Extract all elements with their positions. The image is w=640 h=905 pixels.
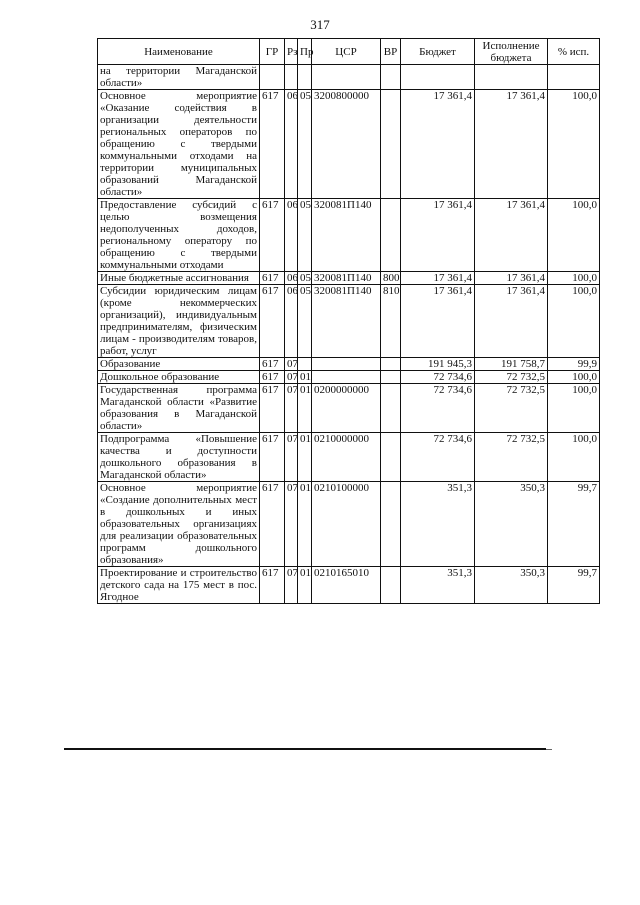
row-vr: [381, 567, 401, 604]
row-csr: 0210165010: [312, 567, 381, 604]
bottom-rule: [64, 748, 546, 750]
row-pr: 05: [298, 285, 312, 358]
table-row: [98, 65, 600, 90]
row-execution: 72 732,5: [475, 384, 548, 433]
row-percent: 100,0: [548, 371, 600, 384]
row-vr: [381, 433, 401, 482]
row-pr: 01: [298, 433, 312, 482]
row-budget: 351,3: [401, 567, 475, 604]
table-row: [98, 384, 600, 433]
row-name: Иные бюджетные ассигнования: [98, 272, 260, 285]
row-name: Предоставление субсидий с целью возмещения недополученных доходов, региональному оператору по обращению с твердыми коммунальными отходами: [98, 199, 260, 272]
row-csr: 320081П140: [312, 285, 381, 358]
row-vr: [381, 482, 401, 567]
row-budget: 72 734,6: [401, 384, 475, 433]
row-execution: 72 732,5: [475, 433, 548, 482]
row-csr: [312, 65, 381, 90]
row-csr: 0200000000: [312, 384, 381, 433]
header-name: Наименование: [98, 39, 260, 65]
table-row: [98, 567, 600, 604]
table-row: [98, 358, 600, 371]
budget-table: [97, 38, 600, 604]
row-vr: [381, 90, 401, 199]
row-percent: 100,0: [548, 384, 600, 433]
table-header-row: [98, 39, 600, 65]
row-percent: [548, 65, 600, 90]
row-execution: 17 361,4: [475, 199, 548, 272]
row-rz: 06: [285, 285, 298, 358]
row-execution: 350,3: [475, 482, 548, 567]
row-vr: [381, 65, 401, 90]
row-budget: 17 361,4: [401, 272, 475, 285]
row-gr: 617: [260, 482, 285, 567]
header-rz: Рз: [285, 39, 298, 65]
row-name: Основное мероприятие «Оказание содействия в организации деятельности региональных операторов по обращению с твердыми коммунальными отходами на территории муниципальных образований Магаданской области»: [98, 90, 260, 199]
row-percent: 100,0: [548, 90, 600, 199]
table-row: [98, 199, 600, 272]
table-row: [98, 371, 600, 384]
row-vr: [381, 371, 401, 384]
row-name: Проектирование и строительство детского сада на 175 мест в пос. Ягодное: [98, 567, 260, 604]
table-row: [98, 90, 600, 199]
row-vr: [381, 199, 401, 272]
row-name: Подпрограмма «Повышение качества и доступности дошкольного образования в Магаданской области»: [98, 433, 260, 482]
row-gr: 617: [260, 199, 285, 272]
row-vr: 800: [381, 272, 401, 285]
row-gr: 617: [260, 285, 285, 358]
row-percent: 99,7: [548, 482, 600, 567]
row-execution: 17 361,4: [475, 90, 548, 199]
row-pr: 01: [298, 482, 312, 567]
row-percent: 100,0: [548, 285, 600, 358]
row-gr: 617: [260, 384, 285, 433]
row-gr: 617: [260, 371, 285, 384]
row-budget: [401, 65, 475, 90]
row-execution: 17 361,4: [475, 285, 548, 358]
row-rz: 07: [285, 371, 298, 384]
row-vr: [381, 384, 401, 433]
header-pr: Пр: [298, 39, 312, 65]
row-percent: 99,7: [548, 567, 600, 604]
table-row: [98, 482, 600, 567]
row-name: Образование: [98, 358, 260, 371]
row-gr: 617: [260, 358, 285, 371]
row-pr: 05: [298, 90, 312, 199]
row-budget: 17 361,4: [401, 90, 475, 199]
row-budget: 351,3: [401, 482, 475, 567]
row-pr: 05: [298, 199, 312, 272]
header-csr: ЦСР: [312, 39, 381, 65]
row-csr: 0210100000: [312, 482, 381, 567]
row-budget: 72 734,6: [401, 371, 475, 384]
row-name: на территории Магаданской области»: [98, 65, 260, 90]
row-percent: 100,0: [548, 433, 600, 482]
row-pr: 01: [298, 371, 312, 384]
row-execution: 72 732,5: [475, 371, 548, 384]
row-name: Дошкольное образование: [98, 371, 260, 384]
table-row: [98, 433, 600, 482]
row-percent: 99,9: [548, 358, 600, 371]
row-budget: 17 361,4: [401, 285, 475, 358]
row-execution: [475, 65, 548, 90]
row-budget: 17 361,4: [401, 199, 475, 272]
row-vr: [381, 358, 401, 371]
row-rz: 07: [285, 482, 298, 567]
row-name: Основное мероприятие «Создание дополнительных мест в дошкольных и иных образовательных организациях для реализации образовательных программ дошкольного образования»: [98, 482, 260, 567]
row-csr: 3200800000: [312, 90, 381, 199]
header-gr: ГР: [260, 39, 285, 65]
table-row: [98, 272, 600, 285]
row-pr: [298, 65, 312, 90]
row-execution: 17 361,4: [475, 272, 548, 285]
row-rz: 07: [285, 567, 298, 604]
row-csr: 320081П140: [312, 272, 381, 285]
row-rz: 06: [285, 90, 298, 199]
row-gr: 617: [260, 433, 285, 482]
row-rz: [285, 65, 298, 90]
row-percent: 100,0: [548, 272, 600, 285]
row-execution: 350,3: [475, 567, 548, 604]
row-gr: 617: [260, 567, 285, 604]
row-csr: [312, 358, 381, 371]
row-rz: 07: [285, 384, 298, 433]
row-rz: 07: [285, 433, 298, 482]
row-gr: 617: [260, 272, 285, 285]
header-execution: Исполнение бюджета: [475, 39, 548, 65]
row-vr: 810: [381, 285, 401, 358]
header-budget: Бюджет: [401, 39, 475, 65]
row-rz: 06: [285, 199, 298, 272]
row-pr: 05: [298, 272, 312, 285]
header-vr: ВР: [381, 39, 401, 65]
row-csr: 0210000000: [312, 433, 381, 482]
row-rz: 06: [285, 272, 298, 285]
row-csr: [312, 371, 381, 384]
row-pr: 01: [298, 384, 312, 433]
row-gr: [260, 65, 285, 90]
row-rz: 07: [285, 358, 298, 371]
page-number: 317: [310, 17, 330, 32]
row-csr: 320081П140: [312, 199, 381, 272]
row-percent: 100,0: [548, 199, 600, 272]
row-execution: 191 758,7: [475, 358, 548, 371]
row-pr: [298, 358, 312, 371]
row-gr: 617: [260, 90, 285, 199]
row-name: Субсидии юридическим лицам (кроме некоммерческих организаций), индивидуальным предпринимателям, физическим лицам - производителям товаров, работ, услуг: [98, 285, 260, 358]
row-pr: 01: [298, 567, 312, 604]
row-budget: 191 945,3: [401, 358, 475, 371]
bottom-rule-tail: [546, 749, 552, 750]
header-percent: % исп.: [548, 39, 600, 65]
row-budget: 72 734,6: [401, 433, 475, 482]
table-row: [98, 285, 600, 358]
row-name: Государственная программа Магаданской области «Развитие образования в Магаданской области»: [98, 384, 260, 433]
